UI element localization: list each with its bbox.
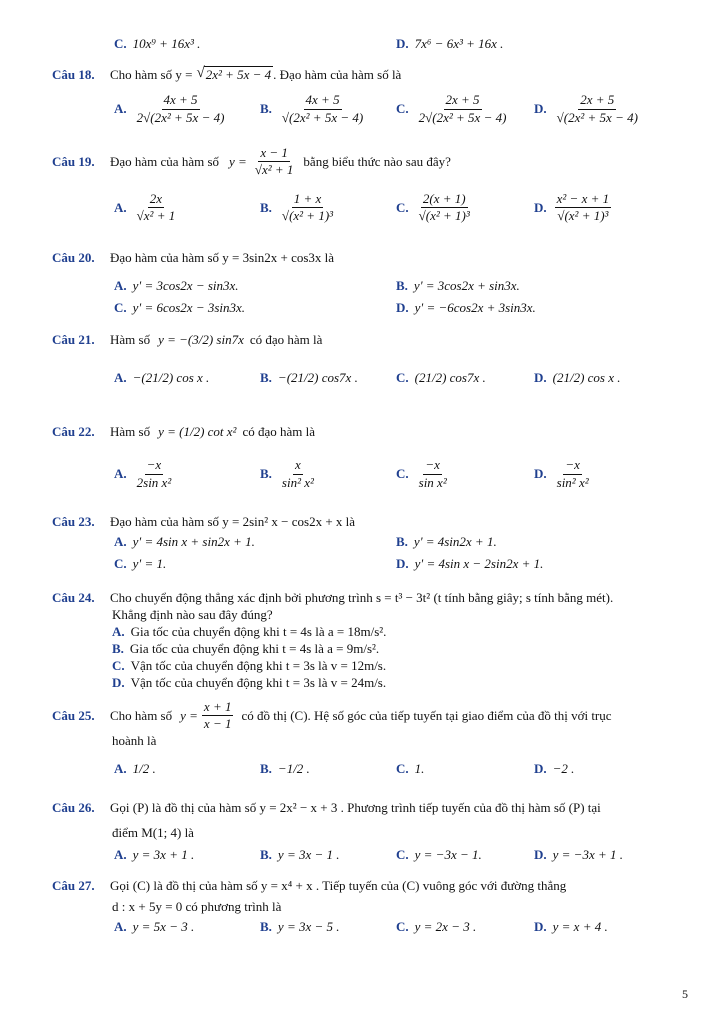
option-label: A. xyxy=(114,278,127,293)
question-number: Câu 18. xyxy=(52,66,95,82)
question-number: Câu 21. xyxy=(52,332,95,347)
option-label: D. xyxy=(534,199,547,215)
question-number: Câu 19. xyxy=(52,153,95,169)
function-expression: 2x² + 5x − 4 xyxy=(205,67,272,82)
option-d: (21/2) cos x . xyxy=(552,370,621,385)
option-d: y' = −6cos2x + 3sin3x. xyxy=(414,300,536,315)
question-text: Cho chuyển động thẳng xác định bởi phương trình s = t³ − 3t² (t tính bằng giây; s tính bằng mét). xyxy=(110,590,614,605)
option-c: y = 2x − 3 . xyxy=(414,919,477,934)
question-27 xyxy=(52,878,692,937)
question-text: có đạo hàm là xyxy=(249,332,323,347)
option-c: $\frac{2x + 5}{\text{2√(2x² + 5x − 4)}}$ xyxy=(418,92,507,125)
question-22 xyxy=(52,424,692,494)
option-a: y' = 4sin x + sin2x + 1. xyxy=(132,534,255,549)
option-label: D. xyxy=(112,675,125,690)
option-label: A. xyxy=(114,760,127,776)
option-c: Vận tốc của chuyển động khi t = 3s là v = 12m/s. xyxy=(130,658,387,673)
option-label: C. xyxy=(396,466,409,481)
question-23 xyxy=(52,514,692,574)
option-b: $\frac{4x + 5}{\text{√(2x² + 5x − 4)}}$ xyxy=(281,92,364,125)
function-expression: $\frac{x - 1}{\text{√x² + 1}}$ xyxy=(254,145,294,178)
question-number: Câu 25. xyxy=(52,707,95,723)
question-21 xyxy=(52,332,692,398)
option-label: B. xyxy=(112,641,124,656)
option-d: y' = 4sin x − 2sin2x + 1. xyxy=(414,556,544,571)
option-label: C. xyxy=(396,199,409,215)
option-b: $\frac{1 + x}{\text{√(x² + 1)³}}$ xyxy=(281,190,334,224)
question-text: d : x + 5y = 0 có phương trình là xyxy=(112,899,282,914)
option-label: D. xyxy=(396,36,409,51)
option-a: y = 5x − 3 . xyxy=(132,919,195,934)
option-b: y = 3x − 5 . xyxy=(277,919,340,934)
function-expression: $\frac{x + 1}{x - 1}$ xyxy=(203,699,232,732)
question-text: hoành là xyxy=(112,732,157,748)
option-label: D. xyxy=(396,556,409,571)
option-label: D. xyxy=(396,300,409,315)
question-text: bằng biểu thức nào sau đây? xyxy=(303,153,451,169)
option-b: −1/2 . xyxy=(277,760,310,776)
question-text: điểm M(1; 4) là xyxy=(112,825,194,840)
question-25: Câu 25. Cho hàm số y = $\frac{x + 1}{x - 1}$ có đồ thị (C). Hệ số góc của tiếp tuyến tại giao điểm của đồ thị với trục hoành là A. 1/2 . B. −1/2 . C. 1. D. −2 . xyxy=(52,700,692,789)
question-number: Câu 20. xyxy=(52,250,95,265)
option-label: D. xyxy=(534,370,547,385)
option-a: 1/2 . xyxy=(132,760,156,776)
question-18: Câu 18. Cho hàm số y = √ 2x² + 5x − 4 . Đạo hàm của hàm số là A. $\frac{4x + 5}{\text{2√(2x² + 5x − 4)}}$ B. $\frac{4x + 5}{\text{√(2x² + 5x − 4)}}$ C. $\frac{2x + 5}{\text{2√(2x² + 5x − 4)}}$ D. $\frac{2x + 5}{\text{√(2x² + 5x − 4)}}$ xyxy=(52,65,638,125)
option-c: 10x⁹ + 16x³ . xyxy=(132,36,201,51)
question-number: Câu 26. xyxy=(52,800,95,815)
option-label: A. xyxy=(114,919,127,934)
option-b: y = 3x − 1 . xyxy=(277,847,340,862)
option-label: B. xyxy=(260,199,272,215)
option-label: D. xyxy=(534,101,547,116)
option-label: C. xyxy=(114,556,127,571)
option-label: A. xyxy=(114,101,127,116)
option-c: y' = 1. xyxy=(132,556,167,571)
question-text: Hàm số xyxy=(110,332,151,347)
question-text: Khẳng định nào sau đây đúng? xyxy=(112,607,273,622)
question-text: Cho hàm số xyxy=(110,707,173,723)
option-b: Gia tốc của chuyển động khi t = 4s là a = 9m/s². xyxy=(129,641,380,656)
option-label: A. xyxy=(114,370,127,385)
option-b: y' = 4sin2x + 1. xyxy=(413,534,497,549)
question-20 xyxy=(52,250,692,318)
option-c: y = −3x − 1. xyxy=(414,847,482,862)
option-label: D. xyxy=(534,466,547,481)
option-label: C. xyxy=(396,101,409,116)
question-text: có đạo hàm là xyxy=(242,424,316,439)
option-label: D. xyxy=(534,760,547,776)
option-d: $\frac{2x + 5}{\text{√(2x² + 5x − 4)}}$ xyxy=(556,92,638,125)
option-label: C. xyxy=(112,658,125,673)
option-label: A. xyxy=(114,534,127,549)
option-label: D. xyxy=(534,847,547,862)
question-text: . Đạo hàm của hàm số là xyxy=(273,66,402,82)
question-number: Câu 23. xyxy=(52,514,95,529)
option-label: B. xyxy=(260,370,272,385)
option-label: C. xyxy=(396,760,409,776)
option-label: C. xyxy=(396,919,409,934)
option-a: $\frac{4x + 5}{\text{2√(2x² + 5x − 4)}}$ xyxy=(136,92,225,125)
question-text: Hàm số xyxy=(110,424,151,439)
option-label: B. xyxy=(260,466,272,481)
question-text: Gọi (C) là đồ thị của hàm số y = x⁴ + x . Tiếp tuyến của (C) vuông góc với đường thẳng xyxy=(110,878,567,893)
question-text: Đạo hàm của hàm số y = 3sin2x + cos3x là xyxy=(110,250,335,265)
question-number: Câu 22. xyxy=(52,424,95,439)
option-label: B. xyxy=(260,101,272,116)
option-b: y' = 3cos2x + sin3x. xyxy=(413,278,520,293)
question-17-tail xyxy=(52,34,692,54)
option-c: (21/2) cos7x . xyxy=(414,370,486,385)
option-label: D. xyxy=(534,919,547,934)
option-a: Gia tốc của chuyển động khi t = 4s là a = 18m/s². xyxy=(130,624,387,639)
function-expression: y = −(3/2) sin7x xyxy=(158,332,244,347)
option-c: $\frac{2(x + 1)}{\text{√(x² + 1)³}}$ xyxy=(418,190,470,224)
option-d: 7x⁶ − 6x³ + 16x . xyxy=(414,36,504,51)
question-text: Đạo hàm của hàm số y = 2sin² x − cos2x + x là xyxy=(110,514,356,529)
option-label: A. xyxy=(114,466,127,481)
option-d: Vận tốc của chuyển động khi t = 3s là v = 24m/s. xyxy=(130,675,387,690)
option-label: C. xyxy=(396,370,409,385)
option-label: A. xyxy=(114,847,127,862)
option-b: $\frac{x}{\text{sin² x²}}$ xyxy=(281,457,314,490)
option-label: B. xyxy=(260,919,272,934)
question-text: Gọi (P) là đồ thị của hàm số y = 2x² − x + 3 . Phương trình tiếp tuyến của đồ thị hàm số (P) tại xyxy=(110,800,601,815)
option-label: B. xyxy=(260,847,272,862)
option-d: −2 . xyxy=(552,760,575,776)
question-text: có đồ thị (C). Hệ số góc của tiếp tuyến tại giao điểm của đồ thị với trục xyxy=(241,707,612,723)
question-text: Đạo hàm của hàm số xyxy=(110,153,220,169)
option-a: y' = 3cos2x − sin3x. xyxy=(132,278,239,293)
question-19: Câu 19. Đạo hàm của hàm số y = $\frac{x - 1}{\text{√x² + 1}}$ bằng biểu thức nào sau đây? A. $\frac{2x}{\text{√x² + 1}}$ B. $\frac{1 + x}{\text{√(x² + 1)³}}$ C. $\frac{2(x + 1)}{\text{√(x² + 1)³}}$ D. $\frac{\text{x² − x + 1}}{\text{√(x² + 1)³}}$ xyxy=(52,145,610,224)
option-label: C. xyxy=(114,36,127,51)
option-a: $\frac{2x}{\text{√x² + 1}}$ xyxy=(136,190,176,224)
option-c: $\frac{-x}{\text{sin x²}}$ xyxy=(418,457,447,490)
option-label: C. xyxy=(114,300,127,315)
option-label: A. xyxy=(112,624,125,639)
question-text: Cho hàm số y = xyxy=(110,66,193,82)
option-d: $\frac{\text{x² − x + 1}}{\text{√(x² + 1)³}}$ xyxy=(556,190,610,224)
function-expression: y = (1/2) cot x² xyxy=(158,424,237,439)
option-c: 1. xyxy=(414,760,425,776)
option-d: y = x + 4 . xyxy=(552,919,608,934)
option-a: −(21/2) cos x . xyxy=(132,370,210,385)
option-label: B. xyxy=(396,278,408,293)
option-b: −(21/2) cos7x . xyxy=(277,370,358,385)
option-label: B. xyxy=(260,760,272,776)
option-label: B. xyxy=(396,534,408,549)
option-label: C. xyxy=(396,847,409,862)
question-24 xyxy=(52,590,692,691)
option-label: A. xyxy=(114,199,127,215)
question-number: Câu 27. xyxy=(52,878,95,893)
option-a: $\frac{-x}{\text{2sin x²}}$ xyxy=(136,457,172,490)
question-26 xyxy=(52,800,692,865)
option-d: y = −3x + 1 . xyxy=(552,847,623,862)
option-d: $\frac{-x}{\text{sin² x²}}$ xyxy=(556,457,589,490)
question-number: Câu 24. xyxy=(52,590,95,605)
option-c: y' = 6cos2x − 3sin3x. xyxy=(132,300,246,315)
page-number: 5 xyxy=(682,987,688,1001)
option-a: y = 3x + 1 . xyxy=(132,847,195,862)
